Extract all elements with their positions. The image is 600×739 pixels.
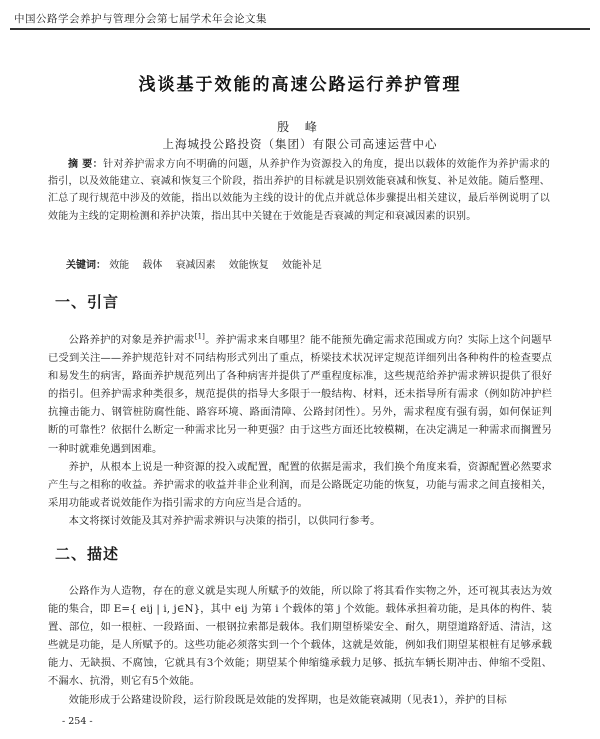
paper-title: 浅谈基于效能的高速公路运行养护管理 <box>138 75 462 95</box>
section-body-description <box>48 582 552 709</box>
paragraph: 养护，从根本上说是一种资源的投入或配置，配置的依据是需求，我们换个角度来看，资源配置必然要求产生与之相称的收益。养护需求的收益并非企业利润，而是公路既定功能的恢复，功能与需求之间直接相关，采用功能或者说效能作为指引需求的方向应当是合适的。 <box>48 460 552 509</box>
header-rule <box>10 28 590 30</box>
abstract-label: 摘 要： <box>68 159 104 170</box>
abstract <box>48 156 550 225</box>
author-name: 殷 峰 <box>277 120 323 134</box>
section-heading-description: 二、描述 <box>55 545 120 563</box>
page-number: - 254 - <box>62 716 93 727</box>
running-header: 中国公路学会养护与管理分会第七届学术年会论文集 <box>14 13 267 25</box>
paragraph: 本文将探讨效能及其对养护需求辨识与决策的指引，以供同行参考。 <box>68 514 381 527</box>
keyword: 效能补足 <box>281 260 322 271</box>
keywords <box>66 256 332 271</box>
paragraph: 公路养护的对象是养护需求[1]。养护需求来自哪里？能不能预先确定需求范围或方向？实际上这个问题早已受到关注——养护规范针对不同结构形式列出了重点，桥梁技术状况评定规范详细列出各种构件的检查要点和易发生的病害，路面养护规范列出了各种病害并提供了严重程度标准，这些规范给养护需求辨识提供了很好的指引。但养护需求种类很多，规范提供的指导大多限于一般结构、材料，还未指导所有需求（例如防冲护栏抗撞击能力、钢管桩防腐性能、路容环境、路面清障、公路封闭性）。另外，需求程度有强有弱，如何保证判断的可靠性？依据什么断定一种需求比另一种更强？由于这些方面还比较模糊，在决定满足一种需求而搁置另一种时就难免遇到困难。 <box>48 332 552 455</box>
paragraph: 公路作为人造物，存在的意义就是实现人所赋予的效能，所以除了将其看作实物之外，还可视其表达为效能的集合，即 E={ eij | i, j∈N}，其中 eij 为第 i 个载体的第 j 个效能。载体承担着功能，是具体的构件、装置、部位，如一根桩、一段路面、一根钢拉索都是载体。我们期望桥梁安全、耐久，期望道路舒适、清洁，这些就是功能，是人所赋予的。这些功能必须落实到一个个载体，这就是效能，例如我们期望某根桩有足够承载能力、无缺损、不腐蚀，它就具有3个效能；期望某个伸缩缝承载力足够、抵抗车辆长期冲击、伸缩不受阻、不漏水、抗滑，则它有5个效能。 <box>48 585 552 688</box>
keyword: 效能 <box>109 260 130 271</box>
paragraph: 效能形成于公路建设阶段，运行阶段既是效能的发挥期，也是效能衰减期（见表1），养护的目标 <box>68 693 507 706</box>
section-body-introduction <box>48 331 552 530</box>
author-affiliation: 上海城投公路投资（集团）有限公司高速运营中心 <box>162 137 438 151</box>
keyword: 衰减因素 <box>175 260 216 271</box>
citation: [1] <box>194 332 205 341</box>
keywords-label: 关键词： <box>66 260 106 271</box>
keyword: 载体 <box>142 260 163 271</box>
keyword: 效能恢复 <box>228 260 269 271</box>
section-heading-introduction: 一、引言 <box>55 293 120 311</box>
abstract-text: 针对养护需求方向不明确的问题，从养护作为资源投入的角度，提出以载体的效能作为养护需求的指引，以及效能建立、衰减和恢复三个阶段，指出养护的目标就是识别效能衰减和恢复、补足效能。随后整理、汇总了现行规范中涉及的效能，指出以效能为主线的设计的优点并就总体步骤提出相关建议，最后举例说明了以效能为主线的定期检测和养护决策，指出其中关键在于效能是否衰减的判定和衰减因素的识别。 <box>48 159 550 222</box>
